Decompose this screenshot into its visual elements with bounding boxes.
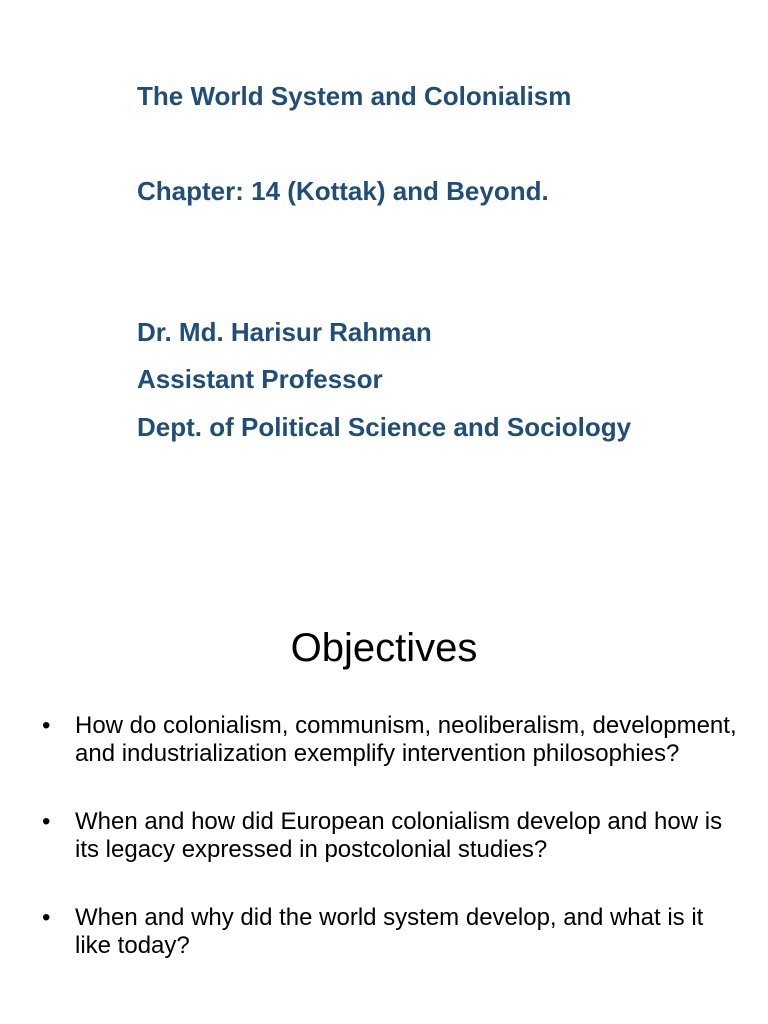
- objective-text: When and how did European colonialism develop and how is its legacy expressed in postcolonial studies?: [75, 808, 723, 863]
- chapter-subtitle: Chapter: 14 (Kottak) and Beyond.: [137, 176, 549, 206]
- objective-text: How do colonialism, communism, neoliberalism, development, and industrialization exemplify intervention philosophies?: [75, 712, 737, 767]
- objective-text: When and why did the world system develop, and what is it like today?: [75, 904, 704, 959]
- author-department: Dept. of Political Science and Sociology: [137, 412, 632, 442]
- bullet-icon: •: [42, 712, 51, 739]
- objectives-list: [42, 712, 742, 1000]
- bullet-icon: •: [42, 904, 51, 931]
- author-name: Dr. Md. Harisur Rahman: [137, 317, 432, 347]
- author-position: Assistant Professor: [137, 364, 383, 394]
- objective-item: [42, 808, 742, 864]
- objectives-heading: Objectives: [290, 626, 478, 670]
- bullet-icon: •: [42, 808, 51, 835]
- presentation-title: The World System and Colonialism: [137, 81, 572, 111]
- objective-item: [42, 712, 742, 768]
- objective-item: [42, 904, 742, 960]
